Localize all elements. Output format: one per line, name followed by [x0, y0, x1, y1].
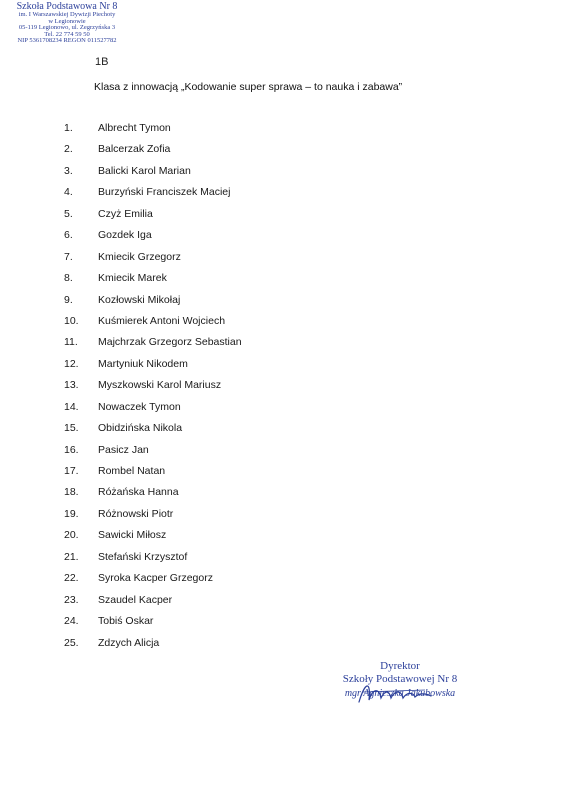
student-row: [0, 484, 566, 505]
student-row: [0, 120, 566, 141]
student-number: 17.: [64, 465, 79, 477]
student-number: 16.: [64, 443, 79, 456]
director-name: mgr Agnieszka Jakubowska: [344, 688, 456, 700]
student-row: [0, 613, 566, 634]
student-number: 4.: [64, 186, 73, 199]
student-number: 9.: [64, 293, 73, 306]
student-number: 11.: [64, 336, 78, 349]
school-stamp-line: w Legionowie: [48, 17, 86, 25]
student-row: [0, 206, 566, 227]
school-stamp-line: NIP 5361708234 REGON 011527782: [17, 37, 117, 44]
student-name: Zdzych Alicja: [98, 636, 160, 649]
student-number: 12.: [64, 357, 79, 370]
student-name: Sawicki Miłosz: [98, 529, 167, 542]
school-stamp-line: 05-119 Legionowo, ul. Zegrzyńska 3: [18, 24, 116, 31]
student-list: [0, 120, 566, 656]
student-number: 13.: [64, 379, 79, 392]
school-stamp-line: Tel. 22 774 59 50: [44, 30, 90, 38]
student-row: [0, 570, 566, 591]
student-row: [0, 442, 566, 463]
student-name: Kmiecik Marek: [98, 272, 167, 285]
student-number: 19.: [64, 507, 79, 520]
student-row: [0, 313, 566, 334]
student-name: Szaudel Kacper: [98, 593, 173, 606]
student-row: [0, 527, 566, 548]
student-name: Obidzińska Nikola: [98, 422, 183, 435]
student-name: Balcerzak Zofia: [98, 143, 171, 156]
school-stamp-name: Szkoła Podstawowa Nr 8: [16, 1, 118, 12]
student-number: 2.: [64, 143, 73, 156]
student-row: [0, 184, 566, 205]
student-row: [0, 334, 566, 355]
student-row: [0, 292, 566, 313]
student-row: [0, 635, 566, 656]
student-name: Gozdek Iga: [98, 229, 152, 242]
student-number: 3.: [64, 164, 73, 177]
student-number: 15.: [64, 422, 79, 435]
student-name: Balicki Karol Marian: [98, 164, 191, 177]
student-name: Majchrzak Grzegorz Sebastian: [98, 336, 242, 349]
class-code: 1B: [95, 56, 109, 68]
student-number: 7.: [64, 250, 73, 263]
student-row: [0, 399, 566, 420]
student-number: 6.: [64, 229, 73, 242]
director-school: Szkoły Podstawowej Nr 8: [342, 672, 458, 685]
school-stamp: [2, 2, 132, 45]
student-number: 25.: [64, 636, 79, 649]
student-number: 5.: [64, 207, 73, 220]
student-row: [0, 249, 566, 270]
student-number: 24.: [64, 615, 79, 628]
student-name: Burzyński Franciszek Maciej: [98, 186, 231, 199]
student-number: 21.: [64, 550, 79, 563]
student-number: 14.: [64, 400, 79, 413]
student-number: 8.: [64, 272, 73, 285]
student-row: [0, 377, 566, 398]
handwritten-signature: [355, 678, 435, 708]
student-name: Różańska Hanna: [98, 486, 179, 499]
school-stamp-line: im. I Warszawskiej Dywizji Piechoty: [18, 11, 116, 18]
student-number: 10.: [64, 314, 79, 327]
student-name: Kozłowski Mikołaj: [98, 293, 181, 306]
student-name: Tobiś Oskar: [98, 615, 154, 628]
student-name: Nowaczek Tymon: [98, 400, 181, 413]
student-row: [0, 463, 566, 484]
student-row: [0, 227, 566, 248]
student-name: Kmiecik Grzegorz: [98, 250, 181, 263]
student-name: Pasicz Jan: [98, 443, 149, 456]
student-row: [0, 141, 566, 162]
student-name: Czyż Emilia: [98, 207, 153, 220]
student-row: [0, 592, 566, 613]
student-number: 23.: [64, 593, 79, 606]
student-name: Stefański Krzysztof: [98, 550, 188, 563]
student-number: 18.: [64, 486, 79, 499]
student-row: [0, 506, 566, 527]
student-name: Kuśmierek Antoni Wojciech: [98, 314, 226, 327]
student-name: Myszkowski Karol Mariusz: [98, 379, 222, 392]
director-role: Dyrektor: [380, 660, 420, 672]
student-number: 20.: [64, 529, 79, 542]
student-row: [0, 356, 566, 377]
student-number: 1.: [64, 122, 73, 134]
student-row: [0, 163, 566, 184]
student-name: Rombel Natan: [98, 465, 166, 477]
student-row: [0, 270, 566, 291]
student-name: Albrecht Tymon: [98, 122, 171, 134]
student-name: Różnowski Piotr: [98, 507, 174, 520]
student-row: [0, 420, 566, 441]
student-name: Syroka Kacper Grzegorz: [98, 572, 213, 585]
student-row: [0, 549, 566, 570]
student-number: 22.: [64, 572, 79, 585]
student-name: Martyniuk Nikodem: [98, 357, 188, 370]
document-title: Klasa z innowacją „Kodowanie super sprawa – to nauka i zabawa”: [94, 81, 403, 93]
